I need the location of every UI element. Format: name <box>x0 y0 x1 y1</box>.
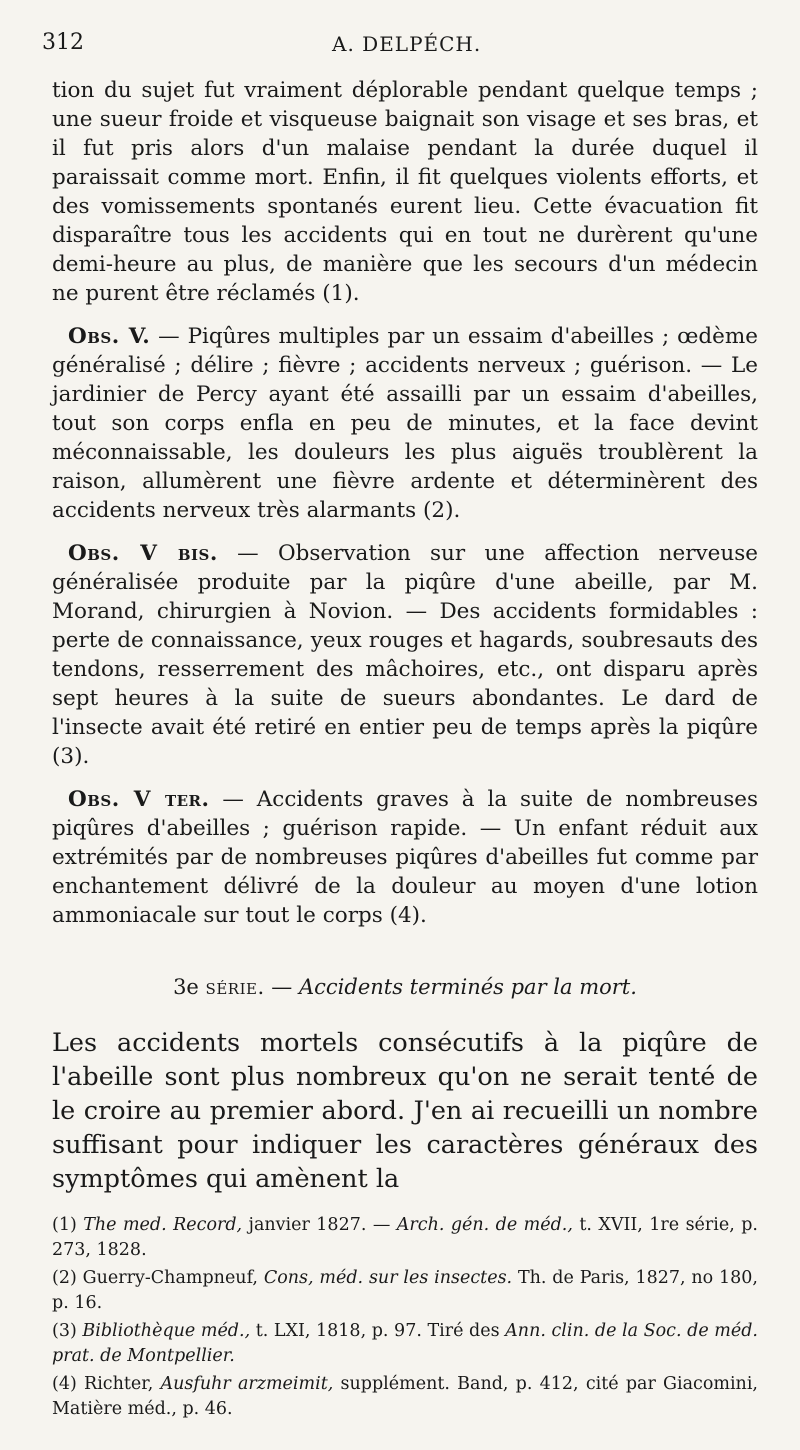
large-paragraph <box>52 1026 758 1196</box>
paragraph-continuation: tion du sujet fut vraiment déplorable pendant quelque temps ; une sueur froide et visqueuse baignait son visage et ses bras, et il fut pris alors d'un malaise pendant la durée duquel il paraissait comme mort. Enfin, il fit quelques violents efforts, et des vomissements spontanés eurent lieu. Cette évacuation fit disparaître tous les accidents qui en tout ne durèrent qu'une demi-heure au plus, de manière que les secours d'un médecin ne purent être réclamés (1). <box>52 78 758 306</box>
page-number: 312 <box>42 30 84 55</box>
running-title: A. DELPÉCH. <box>332 32 482 56</box>
series-title: Accidents terminés par la mort. <box>298 975 637 999</box>
section-heading <box>52 975 758 999</box>
footnote-2 <box>52 1266 758 1316</box>
footnote-1-text-a: janvier 1827. — <box>242 1215 397 1235</box>
footnote-1-text-b: t. XVII, 1re série, p. 273, 1828. <box>52 1215 758 1260</box>
running-header <box>42 30 762 64</box>
footnote-4-number: (4) <box>52 1374 77 1394</box>
observation-5-ter-text: — Accidents graves à la suite de nombreuses piqûres d'abeilles ; guérison rapide. — Un enfant réduit aux extrémités par de nombreuses piqûres d'abeilles fut comme par enchantement délivré de la douleur au moyen d'une lotion ammoniacale sur tout le corps (4). <box>52 787 758 928</box>
observation-5-label: Obs. V. <box>68 324 151 349</box>
footnote-3-source: Bibliothèque méd., <box>82 1321 251 1341</box>
observation-5-bis <box>52 539 758 771</box>
footnote-2-title: Cons, méd. sur les insectes. <box>263 1268 513 1288</box>
observation-5-ter-label: Obs. V ter. <box>68 787 210 812</box>
observation-5-text: — Piqûres multiples par un essaim d'abeilles ; œdème généralisé ; délire ; fièvre ; accidents nerveux ; guérison. — Le jardinier de Percy ayant été assailli par un essaim d'abeilles, tout son corps enfla en peu de minutes, et la face devint méconnaissable, les douleurs les plus aiguës troublèrent la raison, allumèrent une fièvre ardente et déterminèrent des accidents nerveux très alarmants (2). <box>52 324 758 523</box>
footnote-1-number: (1) <box>52 1215 77 1235</box>
series-label: série. <box>205 975 265 999</box>
footnote-4-author: Richter, <box>84 1374 161 1394</box>
footnote-2-author: Guerry-Champneuf, <box>82 1268 264 1288</box>
footnote-4-text-b: supplément. Band, p. 412, cité par Giacomini, Matière méd., p. 46. <box>52 1374 758 1419</box>
footnote-3 <box>52 1319 758 1369</box>
footnote-1-journal: Arch. gén. de méd., <box>396 1215 573 1235</box>
footnote-4 <box>52 1372 758 1422</box>
large-text-block <box>52 1026 758 1196</box>
observation-5 <box>52 322 758 525</box>
main-text <box>52 76 758 930</box>
observation-5-bis-text: — Observation sur une affection nerveuse généralisée produite par la piqûre d'une abeille, par M. Morand, chirurgien à Novion. — Des accidents formidables : perte de connaissance, yeux rouges et hagards, soubresauts des tendons, resserrement des mâchoires, etc., ont disparu après sept heures à la suite de sueurs abondantes. Le dard de l'insecte avait été retiré en entier peu de temps après la piqûre (3). <box>52 541 759 769</box>
series-dash: — <box>264 975 299 999</box>
footnote-3-text-a: t. LXI, 1818, p. 97. Tiré des <box>250 1321 506 1341</box>
footnote-3-journal: Ann. clin. de la Soc. de méd. prat. de Montpellier. <box>52 1321 758 1366</box>
footnotes <box>52 1213 758 1425</box>
series-number: 3e <box>173 975 199 999</box>
large-paragraph-text: Les accidents mortels consécutifs à la piqûre de l'abeille sont plus nombreux qu'on ne serait tenté de le croire au premier abord. J'en ai recueilli un nombre suffisant pour indiquer les caractères généraux des symptômes qui amènent la <box>52 1028 758 1194</box>
footnote-2-text-b: Th. de Paris, 1827, no 180, p. 16. <box>52 1268 758 1313</box>
footnote-1 <box>52 1213 758 1263</box>
footnote-2-number: (2) <box>52 1268 77 1288</box>
observation-5-bis-label: Obs. V bis. <box>68 541 218 566</box>
footnote-3-number: (3) <box>52 1321 77 1341</box>
observation-5-ter <box>52 785 758 930</box>
footnote-1-source: The med. Record, <box>83 1215 243 1235</box>
footnote-4-title: Ausfuhr arzmeimit, <box>160 1374 334 1394</box>
